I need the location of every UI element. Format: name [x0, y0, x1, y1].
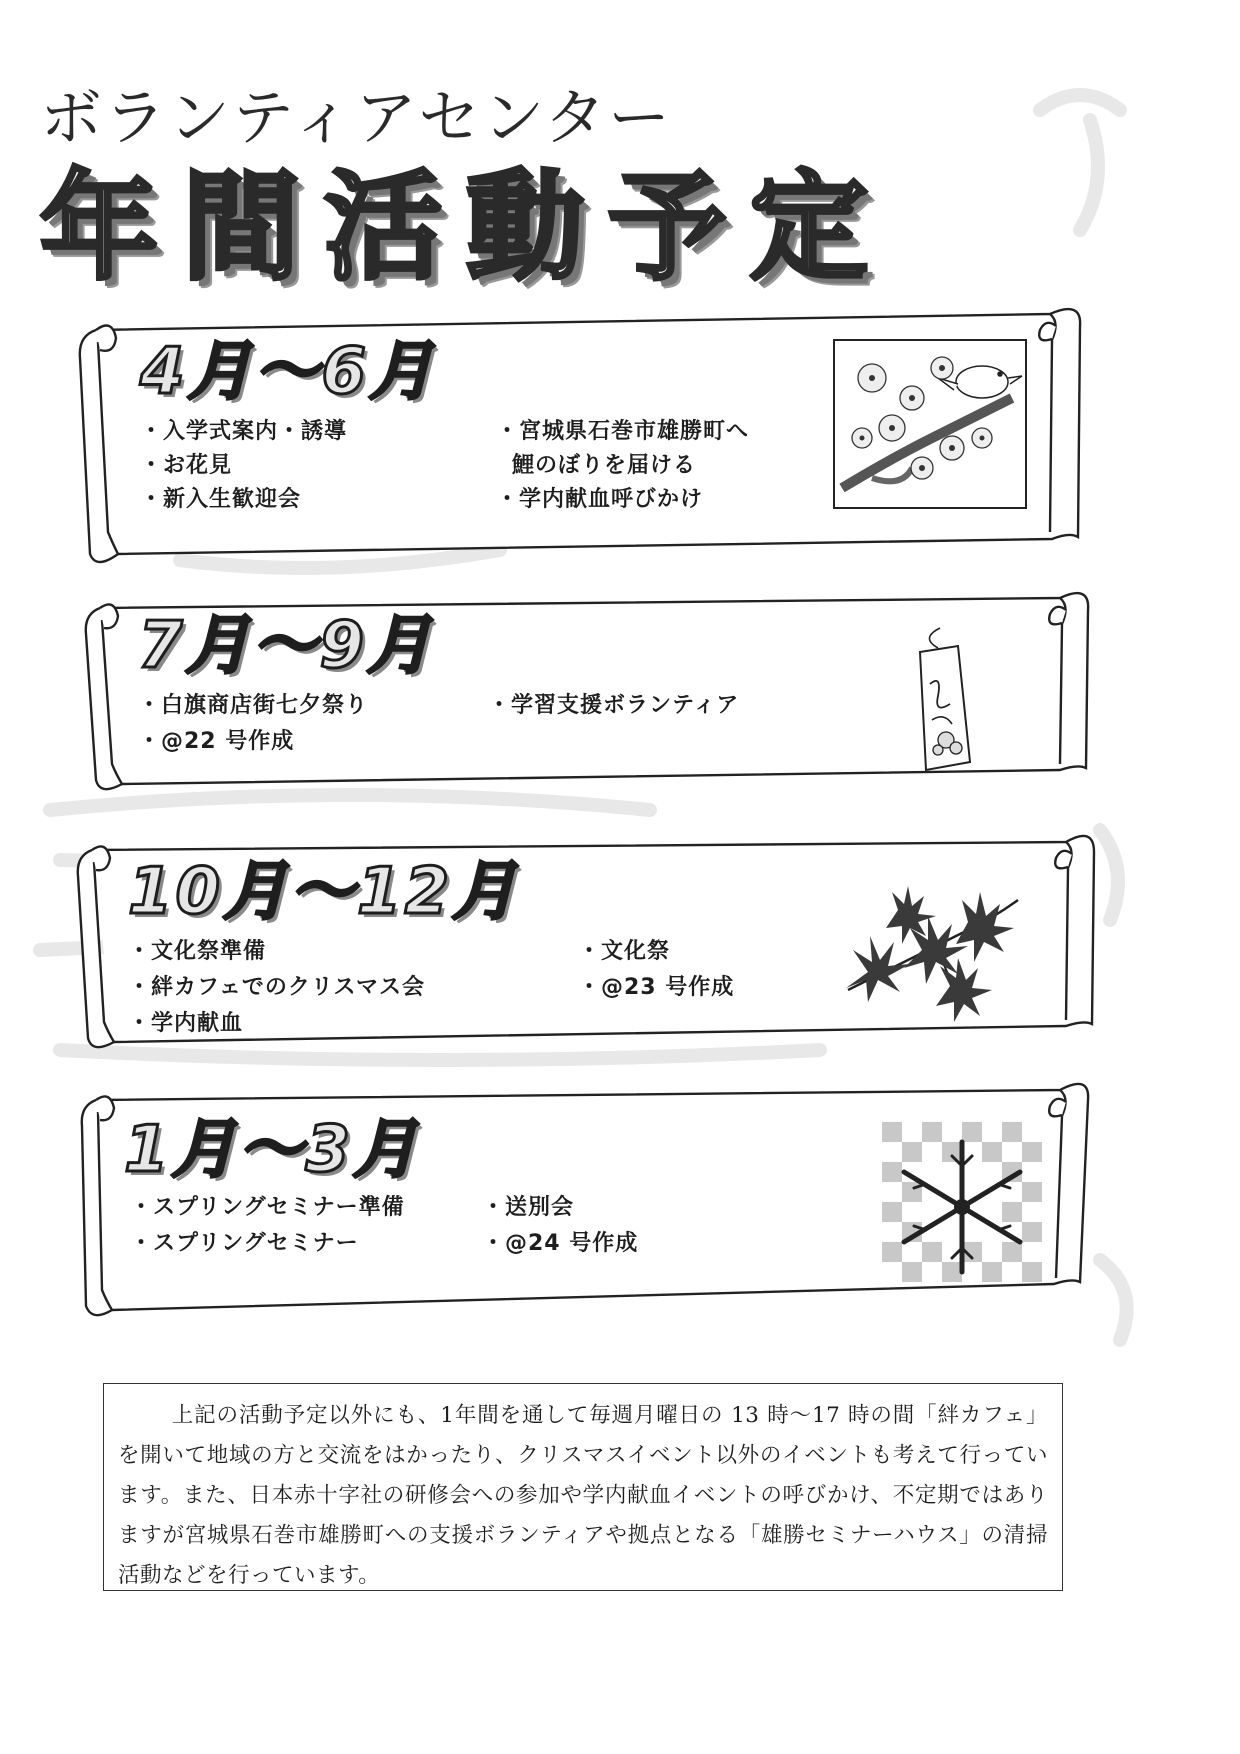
note-box	[103, 1383, 1063, 1591]
page-title: 年間活動予定	[40, 158, 893, 296]
quarter-scroll-apr-jun	[0, 292, 1240, 572]
activity-item: 鯉のぼりを届ける	[512, 453, 697, 478]
quarter-scroll-oct-dec	[0, 820, 1240, 1056]
maple-leaves-icon	[818, 870, 1028, 1030]
activity-item: ・新入生歓迎会	[140, 487, 302, 512]
quarter-title: 10月〜12月	[128, 855, 520, 929]
activity-item: ・@23 号作成	[578, 975, 735, 1000]
activity-item: ・@22 号作成	[138, 729, 295, 754]
note-text: 上記の活動予定以外にも、1年間を通して毎週月曜日の 13 時〜17 時の間「絆カフェ」を開いて地域の方と交流をはかったり、クリスマスイベント以外のイベントも考えて行っています。また、日本赤十字社の研修会への参加や学内献血イベントの呼びかけ、不定期ではありますが宮城県石巻市雄勝町への支援ボランティアや拠点となる「雄勝セミナーハウス」の清掃活動などを行っています。	[118, 1403, 1048, 1588]
activity-item: ・文化祭	[578, 939, 671, 964]
quarter-title: 7月〜9月	[138, 609, 435, 683]
activity-item: ・文化祭準備	[128, 939, 267, 964]
quarter-title: 4月〜6月	[140, 335, 437, 409]
activity-item: ・お花見	[140, 453, 233, 478]
quarter-scroll-jan-mar	[0, 1066, 1240, 1324]
page-subtitle: ボランティアセンター	[40, 81, 672, 154]
tanabata-strip-icon	[880, 624, 980, 774]
quarter-scroll-jul-sep	[0, 574, 1240, 796]
activity-item: ・白旗商店街七夕祭り	[138, 693, 369, 718]
activity-item: ・学習支援ボランティア	[488, 693, 740, 718]
activity-item: ・学内献血	[128, 1011, 244, 1036]
activity-item: ・宮城県石巻市雄勝町へ	[496, 419, 750, 444]
activity-item: ・スプリングセミナー準備	[130, 1195, 405, 1220]
activity-item: ・入学式案内・誘導	[140, 419, 348, 444]
activity-item: ・スプリングセミナー	[130, 1231, 359, 1256]
snowflake-pattern-icon	[882, 1122, 1042, 1292]
cherry-blossom-bird-icon	[832, 338, 1028, 510]
activity-item: ・@24 号作成	[482, 1231, 639, 1256]
scroll-frame	[0, 574, 1240, 796]
activity-item: ・絆カフェでのクリスマス会	[128, 975, 426, 1000]
activity-item: ・学内献血呼びかけ	[496, 487, 704, 512]
activity-item: ・送別会	[482, 1195, 575, 1220]
quarter-title: 1月〜3月	[124, 1113, 421, 1187]
